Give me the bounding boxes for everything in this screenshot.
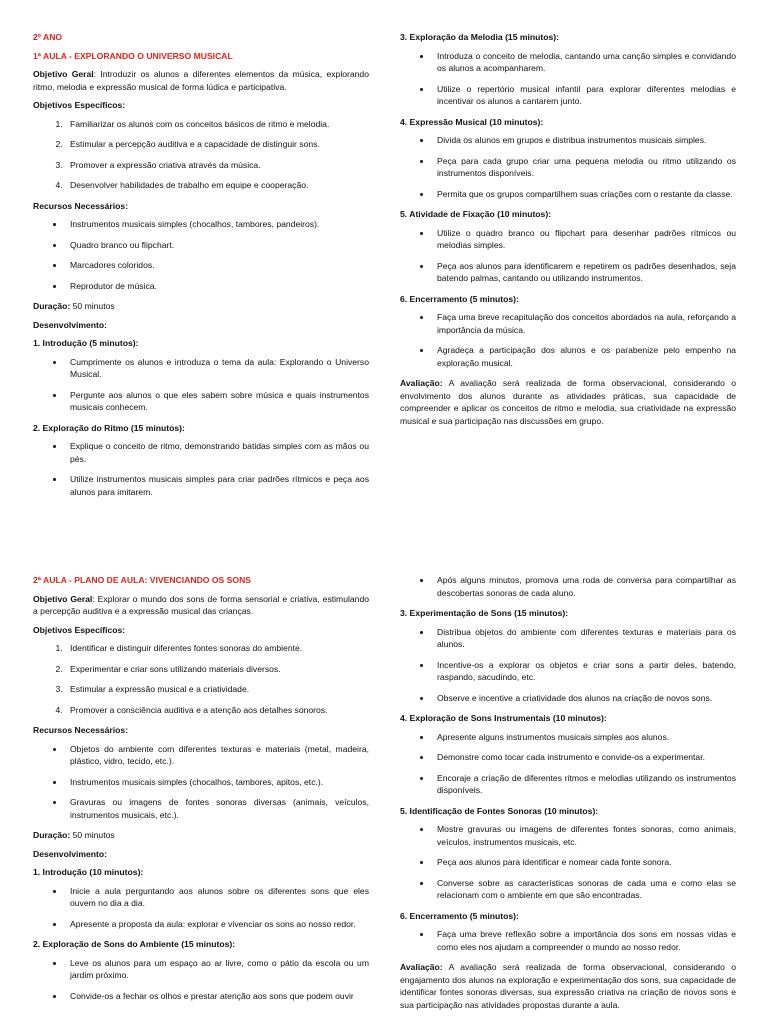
list-item: • Mostre gravuras ou imagens de diferentes fontes sonoras, como animais, veículos, instrumentos musicais, etc. xyxy=(432,823,736,848)
duracao xyxy=(33,829,369,842)
especificos-list xyxy=(33,118,369,192)
lesson2-left-column xyxy=(33,574,369,1024)
especificos-heading: Objetivos Específicos: xyxy=(33,624,126,635)
list-item: • Observe e incentive a criatividade dos alunos na criação de novos sons. xyxy=(432,692,736,705)
section-5-title: 5. Identificação de Fontes Sonoras (10 minutos): xyxy=(400,805,599,816)
list-item: • Quadro branco ou flipchart. xyxy=(65,239,369,252)
lesson1-left-column xyxy=(33,31,369,506)
list-item: • Explique o conceito de ritmo, demonstrando batidas simples com as mãos ou pés. xyxy=(65,440,369,465)
section-6-title: 6. Encerramento (5 minutos): xyxy=(400,293,519,304)
section-2-title: 2. Exploração do Ritmo (15 minutos): xyxy=(33,422,185,433)
list-item: 4. Promover a consciência auditiva e a atenção aos detalhes sonoros. xyxy=(65,704,369,717)
list-item: • Converse sobre as características sonoras de cada uma e como elas se relacionam com o ambiente em que são encontradas. xyxy=(432,877,736,902)
list-item: • Peça aos alunos para identificar e nomear cada fonte sonora. xyxy=(432,856,736,869)
section-5-list xyxy=(400,227,736,285)
section-3-title: 3. Exploração da Melodia (15 minutos): xyxy=(400,32,560,42)
section-2-title: 2. Exploração de Sons do Ambiente (15 minutos): xyxy=(33,939,236,949)
list-item: • Encoraje a criação de diferentes ritmos e melodias utilizando os instrumentos disponíveis. xyxy=(432,772,736,797)
section-3-list xyxy=(400,626,736,705)
section-5-title: 5. Atividade de Fixação (10 minutos): xyxy=(400,209,552,219)
objetivo-geral xyxy=(33,593,369,618)
duracao-value: 50 minutos xyxy=(70,830,115,840)
section-6-list xyxy=(400,928,736,953)
section-4-list xyxy=(400,731,736,797)
list-item: • Incentive-os a explorar os objetos e criar sons a partir deles, batendo, raspando, sacudindo, etc. xyxy=(432,659,736,684)
recursos-heading: Recursos Necessários: xyxy=(33,200,129,211)
objetivo-geral-text: : Explorar o mundo dos sons de forma sensorial e criativa, estimulando a percepção auditiva e a expressão musical das crianças. xyxy=(33,593,369,616)
list-item: • Demonstre como tocar cada instrumento e convide-os a experimentar. xyxy=(432,751,736,764)
list-item: • Permita que os grupos compartilhem suas criações com o restante da classe. xyxy=(432,188,736,201)
list-item: 2. Estimular a percepção auditiva e a capacidade de distinguir sons. xyxy=(65,138,369,151)
duracao-label: Duração: xyxy=(33,830,71,840)
section-4-list xyxy=(400,134,736,200)
avaliacao-label: Avaliação: xyxy=(400,962,443,972)
section-1-title: 1. Introdução (5 minutos): xyxy=(33,338,139,348)
list-item: • Introduza o conceito de melodia, cantando uma canção simples e convidando os alunos a acompanharem. xyxy=(432,50,736,75)
duracao xyxy=(33,300,369,313)
recursos-list xyxy=(33,743,369,822)
list-item: 1. Familiarizar os alunos com os conceitos básicos de ritmo e melodia. xyxy=(65,118,369,131)
list-item: • Instrumentos musicais simples (chocalhos, tambores, pandeiros). xyxy=(65,218,369,231)
list-item: • Peça para cada grupo criar uma pequena melodia ou ritmo utilizando os instrumentos disponíveis. xyxy=(432,155,736,180)
list-item: • Reprodutor de música. xyxy=(65,280,369,293)
section-1-title: 1. Introdução (10 minutos): xyxy=(33,867,144,877)
list-item: 4. Desenvolver habilidades de trabalho em equipe e cooperação. xyxy=(65,179,369,192)
lesson1-title: 1ª AULA - EXPLORANDO O UNIVERSO MUSICAL xyxy=(33,50,233,61)
list-item: • Apresente a proposta da aula: explorar e vivenciar os sons ao nosso redor. xyxy=(65,918,369,931)
section-5-list xyxy=(400,823,736,902)
list-item: • Utilize o repertório musical infantil para explorar diferentes melodias e incentivar os alunos a cantarem junto. xyxy=(432,83,736,108)
list-item: • Cumprimente os alunos e introduza o tema da aula: Explorando o Universo Musical. xyxy=(65,356,369,381)
section-3-title: 3. Experimentação de Sons (15 minutos): xyxy=(400,608,569,618)
list-item: • Faça uma breve recapitulação dos conceitos abordados na aula, reforçando a importância da música. xyxy=(432,311,736,336)
grade-heading: 2º ANO xyxy=(33,32,63,42)
list-item: • Pergunte aos alunos o que eles sabem sobre música e quais instrumentos musicais conhecem. xyxy=(65,389,369,414)
recursos-list xyxy=(33,218,369,292)
recursos-heading: Recursos Necessários: xyxy=(33,725,129,735)
especificos-heading: Objetivos Específicos: xyxy=(33,100,126,110)
avaliacao-label: Avaliação: xyxy=(400,378,443,388)
lesson2-title: 2ª AULA - PLANO DE AULA: VIVENCIANDO OS SONS xyxy=(33,575,252,585)
section-4-title: 4. Expressão Musical (10 minutos): xyxy=(400,116,544,127)
objetivo-geral xyxy=(33,68,369,93)
list-item: 1. Identificar e distinguir diferentes fontes sonoras do ambiente. xyxy=(65,642,369,655)
avaliacao-text: A avaliação será realizada de forma observacional, considerando o envolvimento dos alunos durante as atividades práticas, sua capacidade de compreender e aplicar os conceitos de ritmo e melodia, sua criatividade na expressão musical e sua participação nas discussões em grupo. xyxy=(400,378,736,426)
section-6-list xyxy=(400,311,736,369)
list-item: • Convide-os a fechar os olhos e prestar atenção aos sons que podem ouvir xyxy=(65,990,369,1003)
list-item: • Divida os alunos em grupos e distribua instrumentos musicais simples. xyxy=(432,134,736,147)
lesson1-right-column xyxy=(400,31,736,433)
list-item: • Leve os alunos para um espaço ao ar livre, como o pátio da escola ou um jardim próximo. xyxy=(65,957,369,982)
avaliacao xyxy=(400,961,736,1011)
list-item: • Após alguns minutos, promova uma roda de conversa para compartilhar as descobertas sonoras de cada aluno. xyxy=(432,574,736,599)
especificos-list xyxy=(33,642,369,716)
section-1-list xyxy=(33,885,369,931)
list-item: • Instrumentos musicais simples (chocalhos, tambores, apitos, etc.). xyxy=(65,776,369,789)
list-item: • Distribua objetos do ambiente com diferentes texturas e materiais para os alunos. xyxy=(432,626,736,651)
list-item: 3. Estimular a expressão musical e a criatividade. xyxy=(65,683,369,696)
list-item: • Apresente alguns instrumentos musicais simples aos alunos. xyxy=(432,731,736,744)
duracao-label: Duração: xyxy=(33,301,71,311)
list-item: • Faça uma breve reflexão sobre a importância dos sons em nossas vidas e como eles nos ajudam a compreender o mundo ao nosso redor. xyxy=(432,928,736,953)
lesson2-right-column xyxy=(400,574,736,1024)
list-item: • Marcadores coloridos. xyxy=(65,259,369,272)
list-item: • Utilize o quadro branco ou flipchart para desenhar padrões rítmicos ou melodias simples. xyxy=(432,227,736,252)
list-item: • Utilize instrumentos musicais simples para criar padrões rítmicos e peça aos alunos para imitarem. xyxy=(65,473,369,498)
avaliacao xyxy=(400,377,736,427)
section-3-list xyxy=(400,50,736,108)
list-item: • Gravuras ou imagens de fontes sonoras diversas (animais, veículos, instrumentos musicais, etc.). xyxy=(65,796,369,821)
section-2-continued-list xyxy=(400,574,736,599)
objetivo-geral-label: Objetivo Geral xyxy=(33,593,93,604)
section-2-list xyxy=(33,957,369,1003)
section-6-title: 6. Encerramento (5 minutos): xyxy=(400,910,519,921)
duracao-value: 50 minutos xyxy=(70,301,115,311)
objetivo-geral-label: Objetivo Geral xyxy=(33,69,94,79)
list-item: 2. Experimentar e criar sons utilizando materiais diversos. xyxy=(65,663,369,676)
section-1-list xyxy=(33,356,369,414)
section-2-list xyxy=(33,440,369,498)
objetivo-geral-text: : Introduzir os alunos a diferentes elementos da música, explorando ritmo, melodia e expressão musical de forma lúdica e participativa. xyxy=(33,69,369,92)
section-4-title: 4. Exploração de Sons Instrumentais (10 minutos): xyxy=(400,713,607,723)
list-item: • Agradeça a participação dos alunos e os parabenize pelo empenho na exploração musical. xyxy=(432,344,736,369)
desenvolvimento-heading: Desenvolvimento: xyxy=(33,848,108,859)
list-item: • Objetos do ambiente com diferentes texturas e materiais (metal, madeira, plástico, vidro, tecido, etc.). xyxy=(65,743,369,768)
desenvolvimento-heading: Desenvolvimento: xyxy=(33,319,108,330)
avaliacao-text: A avaliação será realizada de forma observacional, considerando o engajamento dos alunos na exploração e experimentação dos sons, sua capacidade de identificar fontes sonoras diversas, sua expressão criativa na criação de novos sons e sua participação nas atividades propostas durante a aula. xyxy=(400,962,736,1010)
list-item: • Peça aos alunos para identificarem e repetirem os padrões desenhados, seja batendo palmas, cantando ou utilizando instrumentos. xyxy=(432,260,736,285)
list-item: • Inicie a aula perguntando aos alunos sobre os diferentes sons que eles ouvem no dia a dia. xyxy=(65,885,369,910)
list-item: 3. Promover a expressão criativa através da música. xyxy=(65,159,369,172)
